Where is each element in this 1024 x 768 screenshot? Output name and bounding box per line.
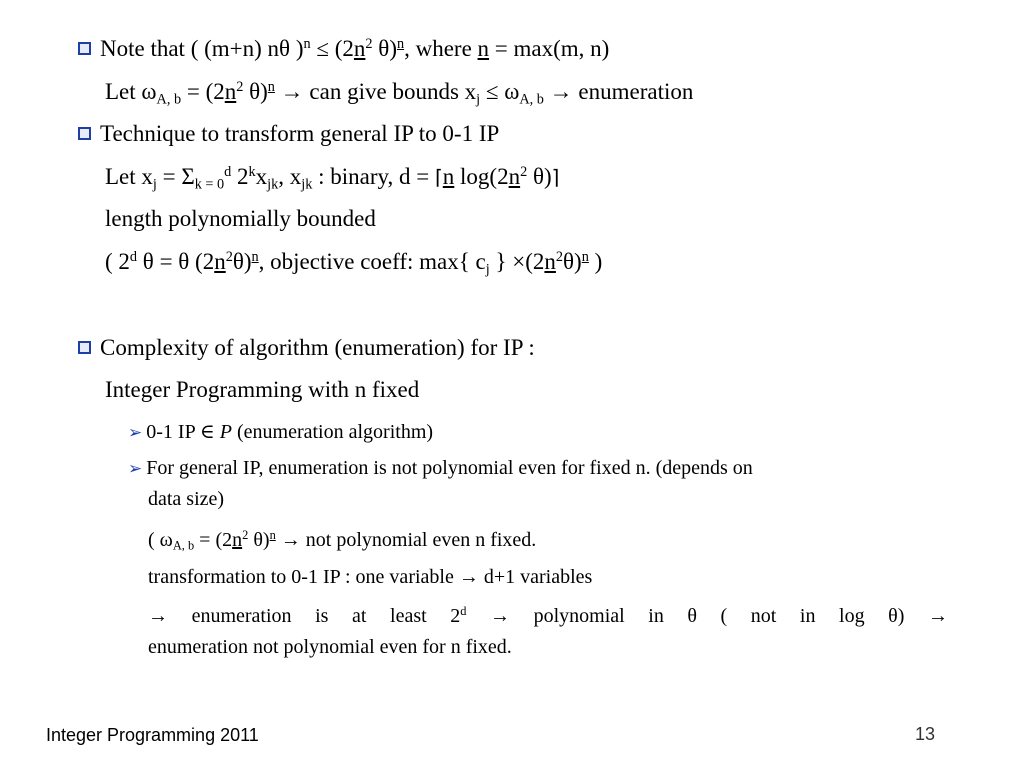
text: log(2 — [454, 164, 509, 189]
sup: d — [460, 604, 467, 618]
text: ≤ (2 — [310, 36, 354, 61]
length-polynomially-line — [105, 206, 376, 232]
sup: 2 — [236, 79, 244, 96]
text: Complexity of algorithm (enumeration) for IP : — [100, 335, 535, 360]
text: n — [214, 249, 226, 274]
text: P — [219, 421, 232, 443]
text: → polynomial in θ ( not in log θ) → — [466, 604, 948, 627]
text: Technique to transform general IP to 0-1 IP — [100, 121, 500, 146]
text: ) — [588, 249, 603, 274]
arrow-bullet-icon: ➢ — [128, 423, 143, 443]
square-bullet-icon — [78, 42, 91, 55]
text: transformation to 0-1 IP : one variable → d+1 variables — [148, 566, 593, 588]
text: → enumeration is at least 2 — [148, 604, 461, 627]
text: ( 2 — [105, 249, 130, 274]
enumeration-not-polynomial-line — [148, 636, 512, 659]
sup: d — [224, 164, 232, 181]
text: θ) — [527, 164, 552, 189]
text: , x — [278, 164, 302, 189]
text: n — [544, 249, 556, 274]
sub: j — [485, 261, 490, 278]
ceil-left: ⌈ — [434, 165, 443, 189]
enumeration-at-least-line — [148, 604, 948, 628]
text: x — [255, 164, 268, 189]
sup: 2 — [225, 249, 233, 266]
integer-programming-fixed-line — [105, 377, 419, 403]
footer-title: Integer Programming 2011 — [46, 725, 259, 745]
text: ≤ ω — [480, 79, 520, 104]
transformation-line — [148, 566, 592, 589]
text: n — [224, 79, 237, 104]
sup: n — [581, 249, 589, 266]
text: → can give bounds x — [274, 79, 477, 104]
sub: A, b — [172, 538, 195, 553]
sup: k — [248, 164, 256, 181]
sub-bullet-general-ip — [128, 457, 753, 480]
text: n — [477, 36, 490, 61]
sup: n — [267, 79, 275, 96]
general-ip-continued — [148, 488, 224, 511]
sup: 2 — [555, 249, 564, 266]
sub: A, b — [519, 91, 544, 108]
sub: k = 0 — [194, 176, 225, 193]
let-xj-line — [105, 164, 559, 193]
objective-coeff-line — [105, 249, 602, 278]
sup: n — [396, 36, 405, 53]
text: = (2 — [194, 528, 233, 551]
text: θ) — [232, 249, 252, 274]
sub: jk — [267, 176, 279, 193]
sup: n — [269, 528, 276, 542]
text: = max(m, n) — [489, 36, 610, 61]
sub-bullet-0-1-ip — [128, 419, 433, 444]
sub: jk — [301, 176, 313, 193]
sub: A, b — [156, 91, 182, 108]
text: Let x — [105, 164, 153, 189]
sub: j — [152, 176, 157, 193]
text: Note that ( (m+n) n — [100, 36, 280, 61]
text: Integer Programming with n fixed — [105, 377, 420, 402]
text: n — [232, 528, 243, 551]
text: n — [508, 164, 521, 189]
text: θ) — [372, 36, 397, 61]
text: (enumeration algorithm) — [231, 421, 434, 443]
square-bullet-icon — [78, 127, 91, 140]
text: → not polynomial even n fixed. — [275, 528, 537, 551]
sup: n — [251, 249, 259, 266]
text: length polynomially bounded — [105, 206, 376, 231]
text: enumeration not polynomial even for n fixed. — [148, 636, 512, 658]
sub: j — [476, 91, 481, 108]
bullet-technique — [78, 121, 499, 147]
sup: 2 — [242, 528, 249, 542]
text: ( ω — [148, 528, 173, 551]
text: θ) — [248, 528, 270, 551]
arrow-bullet-icon: ➢ — [128, 459, 143, 479]
page-number: 13 — [915, 724, 936, 744]
sup: n — [303, 36, 311, 53]
text: 0-1 IP ∈ — [146, 421, 220, 443]
square-bullet-icon — [78, 341, 91, 354]
ceil-right: ⌉ — [551, 165, 560, 189]
bullet-note-that — [78, 36, 609, 62]
text: ) — [290, 36, 304, 61]
text: } ×(2 — [489, 249, 545, 274]
text: , where — [404, 36, 478, 61]
text: Let ω — [105, 79, 157, 104]
text: = Σ — [156, 164, 195, 189]
bullet-complexity — [78, 335, 535, 361]
text: → enumeration — [543, 79, 694, 104]
text: θ) — [563, 249, 582, 274]
text: = (2 — [181, 79, 225, 104]
text: θ — [279, 36, 291, 61]
sup: 2 — [520, 164, 528, 181]
text: 2 — [231, 164, 249, 189]
text: For general IP, enumeration is not polynomial even for fixed n. (depends on — [146, 457, 753, 479]
text: n — [442, 164, 455, 189]
text: θ = θ (2 — [137, 249, 215, 274]
omega-not-polynomial-line — [148, 528, 536, 554]
text: n — [353, 36, 366, 61]
text: , objective coeff: max{ c — [258, 249, 486, 274]
text: data size) — [148, 488, 225, 510]
let-omega-line — [105, 79, 693, 108]
sup: 2 — [365, 36, 373, 53]
text: θ) — [243, 79, 268, 104]
text: : binary, d = — [312, 164, 435, 189]
sup: d — [129, 249, 138, 266]
